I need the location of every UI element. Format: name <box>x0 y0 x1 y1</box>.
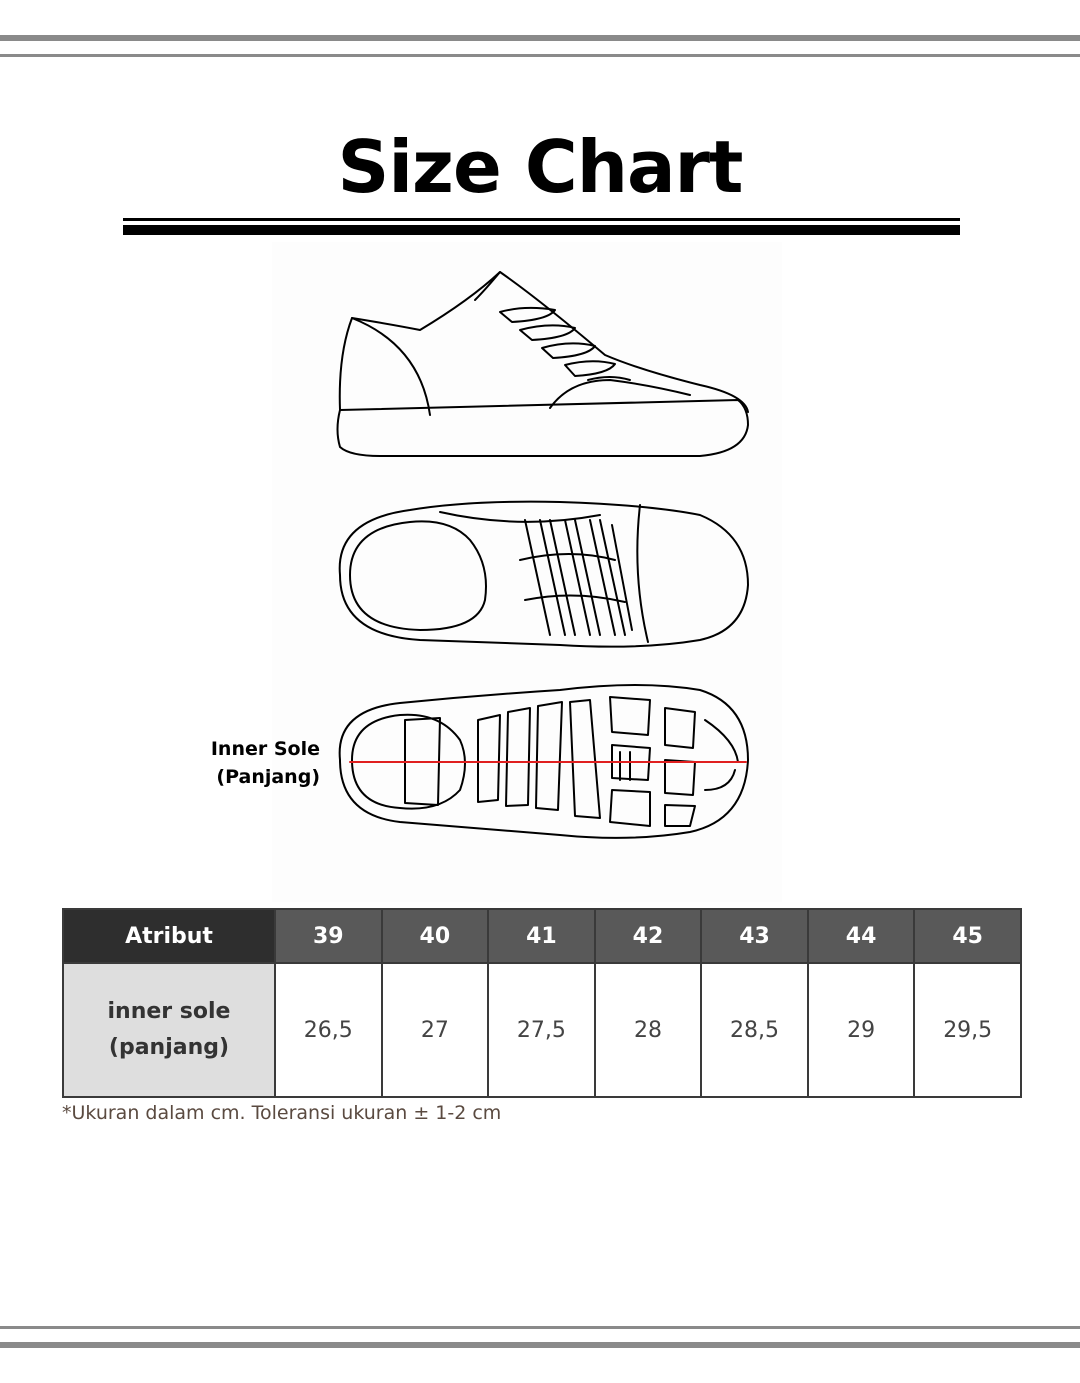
row-label-line1: inner sole <box>107 999 231 1024</box>
value-cell: 28 <box>595 963 702 1097</box>
tolerance-note: *Ukuran dalam cm. Toleransi ukuran ± 1-2 cm <box>62 1102 502 1124</box>
value-cell: 29 <box>808 963 915 1097</box>
inner-sole-label <box>200 735 320 791</box>
value-cell: 29,5 <box>914 963 1021 1097</box>
shoe-top-view <box>340 502 748 647</box>
header-size: 40 <box>382 909 489 963</box>
header-size: 39 <box>275 909 382 963</box>
bottom-border-inner <box>0 1326 1080 1329</box>
header-atribut: Atribut <box>63 909 275 963</box>
inner-sole-label-line2: (Panjang) <box>216 766 320 788</box>
value-cell: 26,5 <box>275 963 382 1097</box>
bottom-border-outer <box>0 1342 1080 1348</box>
page-title: Size Chart <box>337 125 743 209</box>
inner-sole-label-line1: Inner Sole <box>210 738 320 760</box>
row-label-line2: (panjang) <box>108 1035 230 1060</box>
header-size: 42 <box>595 909 702 963</box>
header-size: 45 <box>914 909 1021 963</box>
row-label-inner-sole <box>63 963 275 1097</box>
size-table <box>62 908 1022 1098</box>
value-cell: 28,5 <box>701 963 808 1097</box>
shoe-side-view <box>338 272 749 456</box>
value-cell: 27 <box>382 963 489 1097</box>
table-row <box>63 963 1021 1097</box>
header-size: 44 <box>808 909 915 963</box>
table-header-row <box>63 909 1021 963</box>
value-cell: 27,5 <box>488 963 595 1097</box>
header-size: 41 <box>488 909 595 963</box>
header-size: 43 <box>701 909 808 963</box>
